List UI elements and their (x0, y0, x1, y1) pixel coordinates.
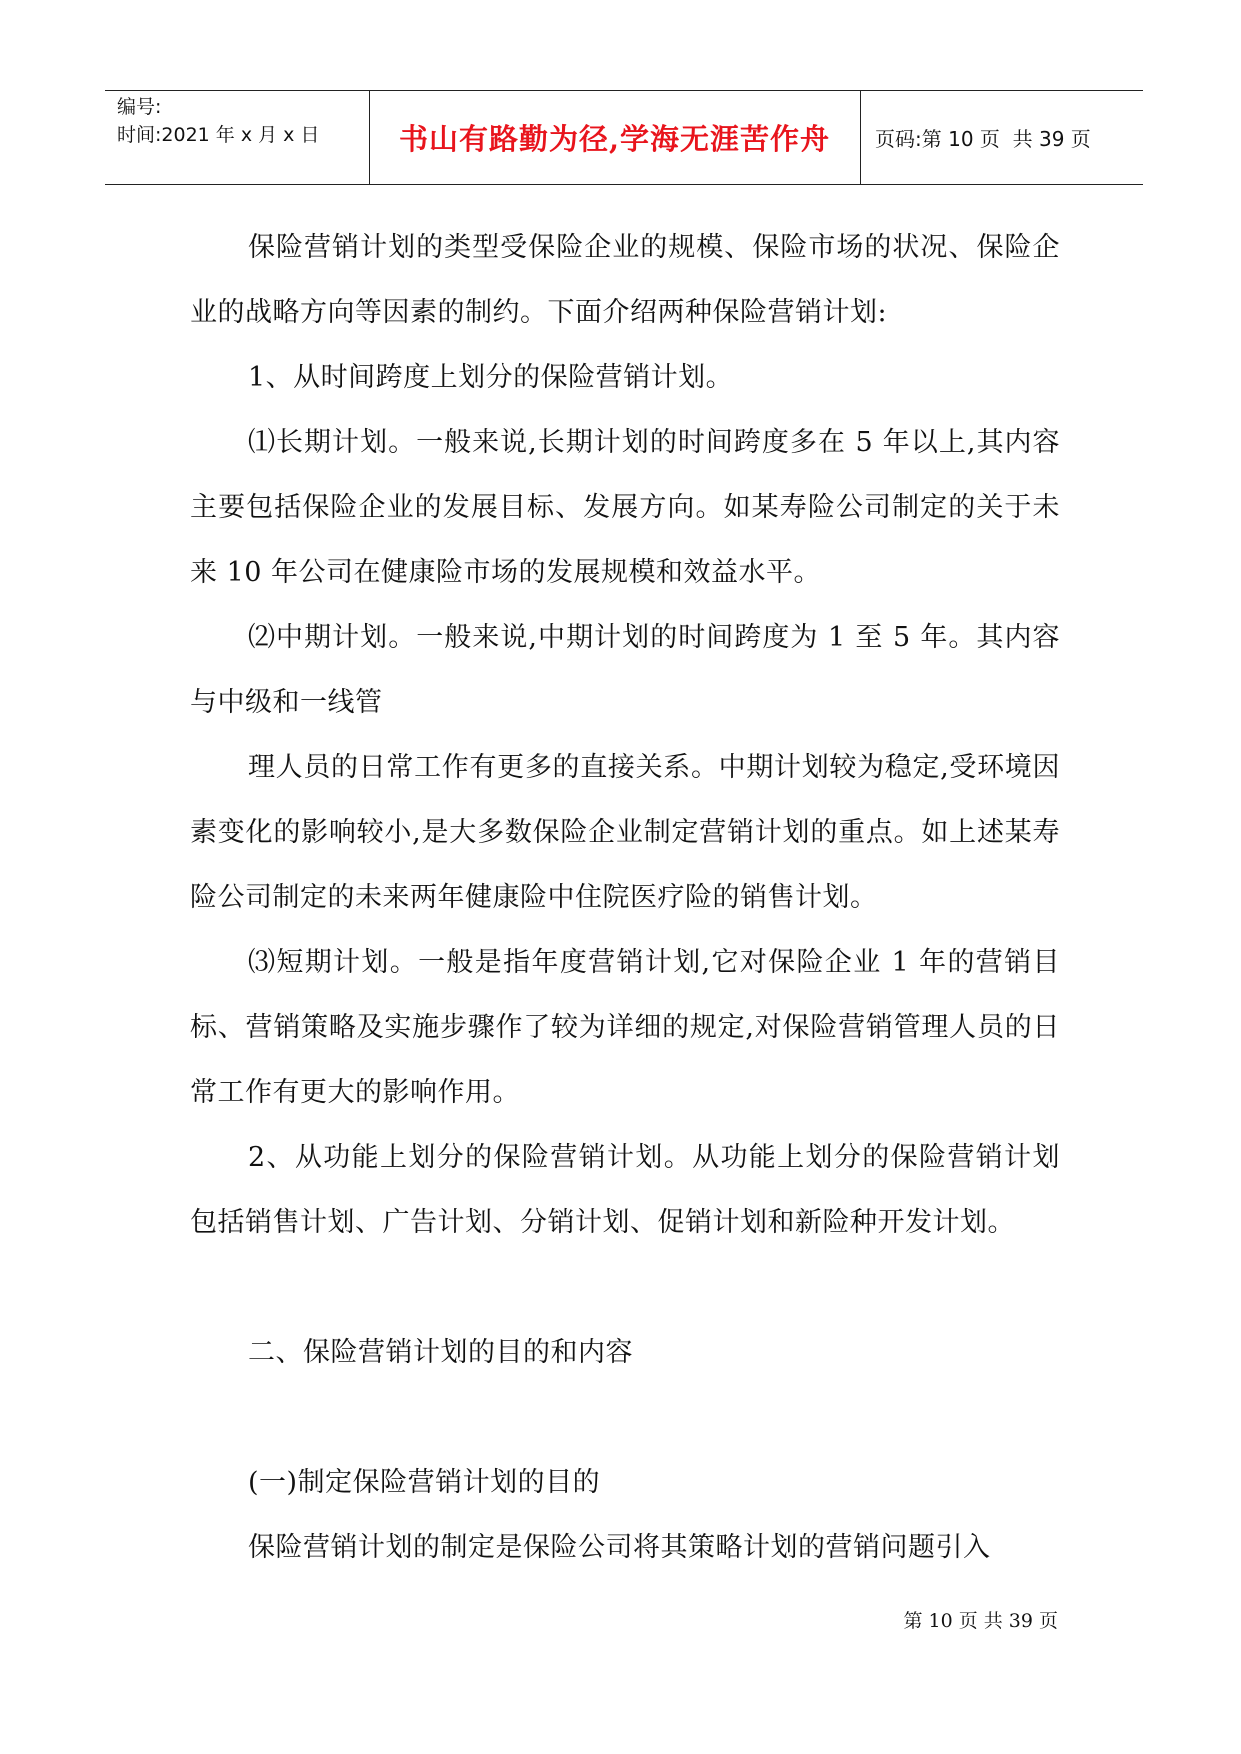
header-motto: 书山有路勤为径,学海无涯苦作舟 (398, 122, 831, 156)
section-heading: 二、保险营销计划的目的和内容 (248, 1337, 633, 1368)
paragraph: 2、从功能上划分的保险营销计划。从功能上划分的保险营销计划包括销售计划、广告计划、分销计划、促销计划和新险种开发计划。 (190, 1142, 1060, 1238)
paragraph: 理人员的日常工作有更多的直接关系。中期计划较为稳定,受环境因素变化的影响较小,是大多数保险企业制定营销计划的重点。如上述某寿险公司制定的未来两年健康险中住院医疗险的销售计划。 (190, 752, 1060, 913)
page-footer: 第 10 页 共 39 页 (903, 1610, 1058, 1632)
header-meta (117, 93, 319, 149)
paragraph: 1、从时间跨度上划分的保险营销计划。 (248, 362, 734, 393)
header-divider (860, 91, 861, 184)
paragraph: 保险营销计划的类型受保险企业的规模、保险市场的状况、保险企业的战略方向等因素的制约。下面介绍两种保险营销计划: (190, 232, 1060, 328)
document-number-label: 编号: (117, 96, 162, 118)
page-header (105, 90, 1143, 185)
header-page-info: 页码:第 10 页 共 39 页 (875, 127, 1091, 151)
paragraph: ⑴长期计划。一般来说,长期计划的时间跨度多在 5 年以上,其内容主要包括保险企业的发展目标、发展方向。如某寿险公司制定的关于未来 10 年公司在健康险市场的发展规模和效益水平。 (190, 427, 1060, 588)
subsection-heading: (一)制定保险营销计划的目的 (248, 1467, 601, 1498)
paragraph: ⑵中期计划。一般来说,中期计划的时间跨度为 1 至 5 年。其内容与中级和一线管 (190, 622, 1060, 718)
paragraph: ⑶短期计划。一般是指年度营销计划,它对保险企业 1 年的营销目标、营销策略及实施步骤作了较为详细的规定,对保险营销管理人员的日常工作有更大的影响作用。 (190, 947, 1060, 1108)
document-time-label: 时间:2021 年 x 月 x 日 (117, 124, 320, 146)
paragraph: 保险营销计划的制定是保险公司将其策略计划的营销问题引入 (248, 1532, 991, 1563)
document-body (190, 215, 1060, 1580)
